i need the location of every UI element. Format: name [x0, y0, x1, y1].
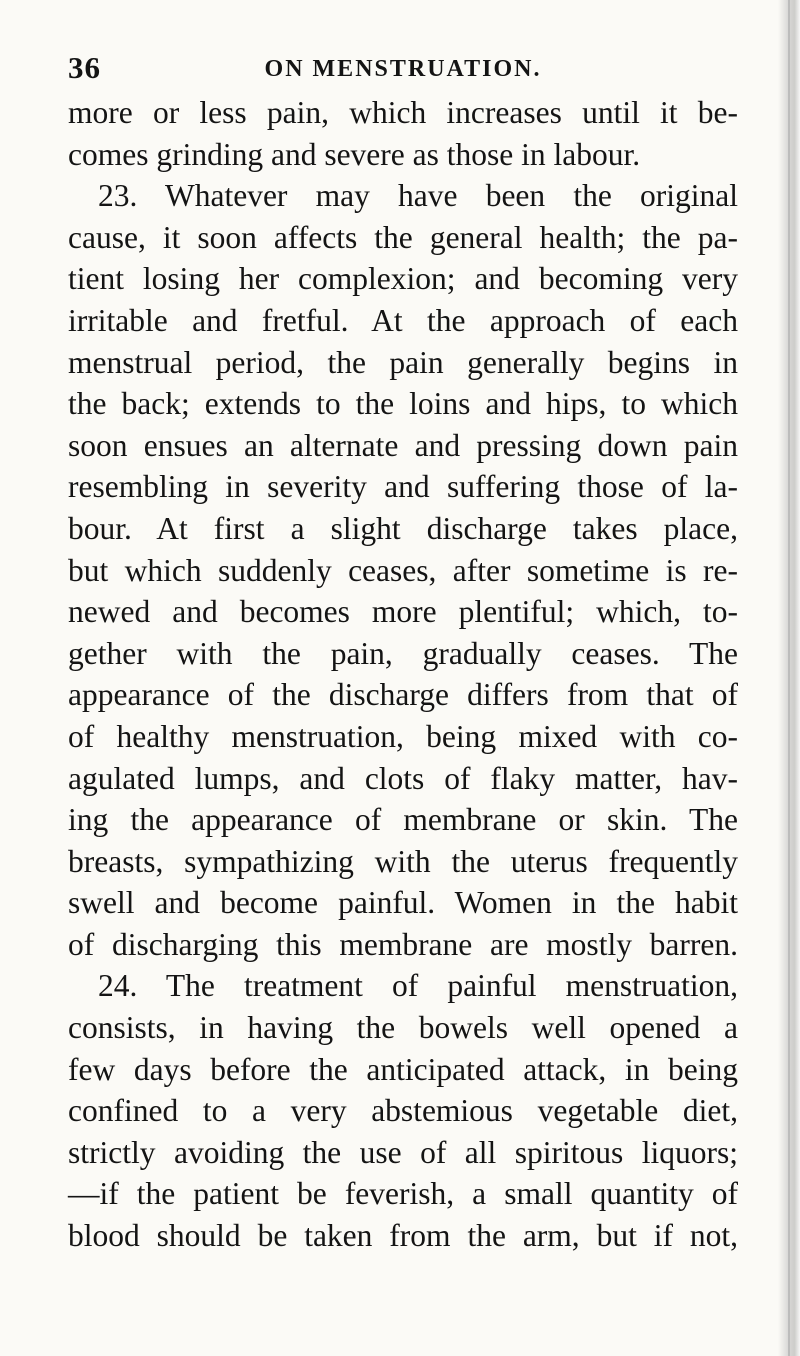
text-line: tient losing her complexion; and becoming very — [68, 261, 738, 297]
text-line: soon ensues an alternate and pressing down pain — [68, 427, 738, 463]
text-line: cause, it soon affects the general health; the pa- — [68, 219, 738, 255]
text-line: appearance of the discharge differs from that of — [68, 677, 738, 713]
text-line: resembling in severity and suffering those of la- — [68, 469, 738, 505]
text-line: ing the appearance of membrane or skin. The — [68, 802, 738, 838]
text-line: consists, in having the bowels well opened a — [68, 1010, 738, 1046]
text-line: of healthy menstruation, being mixed with co- — [68, 718, 738, 754]
paragraph-23-first-line: 23. Whatever may have been the original — [98, 178, 738, 214]
text-line: newed and becomes more plentiful; which, to- — [68, 594, 738, 630]
page-edge-line — [788, 0, 790, 1356]
text-line: agulated lumps, and clots of flaky matter, hav- — [68, 760, 738, 796]
text-line: comes grinding and severe as those in labour. — [68, 136, 641, 172]
text-line: breasts, sympathizing with the uterus frequently — [68, 843, 738, 879]
text-line: few days before the anticipated attack, in being — [68, 1051, 738, 1087]
text-line: more or less pain, which increases until it be- — [68, 95, 738, 130]
text-line: irritable and fretful. At the approach of each — [68, 302, 738, 338]
running-head: ON MENSTRUATION. — [264, 56, 542, 82]
text-line: of discharging this membrane are mostly barren. — [68, 926, 738, 962]
page-number: 36 — [68, 50, 101, 85]
text-line: the back; extends to the loins and hips, to which — [68, 386, 738, 422]
body-text — [68, 92, 738, 1257]
text-line: menstrual period, the pain generally begins in — [68, 344, 738, 380]
text-line: blood should be taken from the arm, but if not, — [68, 1218, 738, 1254]
text-line: confined to a very abstemious vegetable diet, — [68, 1093, 738, 1129]
text-line: gether with the pain, gradually ceases. The — [68, 635, 738, 671]
text-line: strictly avoiding the use of all spiritous liquors; — [68, 1134, 738, 1170]
text-line: —if the patient be feverish, a small quantity of — [68, 1176, 738, 1212]
paragraph-24-first-line: 24. The treatment of painful menstruation, — [98, 968, 738, 1004]
text-line: but which suddenly ceases, after sometime is re- — [68, 552, 738, 588]
text-line: bour. At first a slight discharge takes place, — [68, 510, 738, 546]
text-line: swell and become painful. Women in the habit — [68, 885, 738, 921]
